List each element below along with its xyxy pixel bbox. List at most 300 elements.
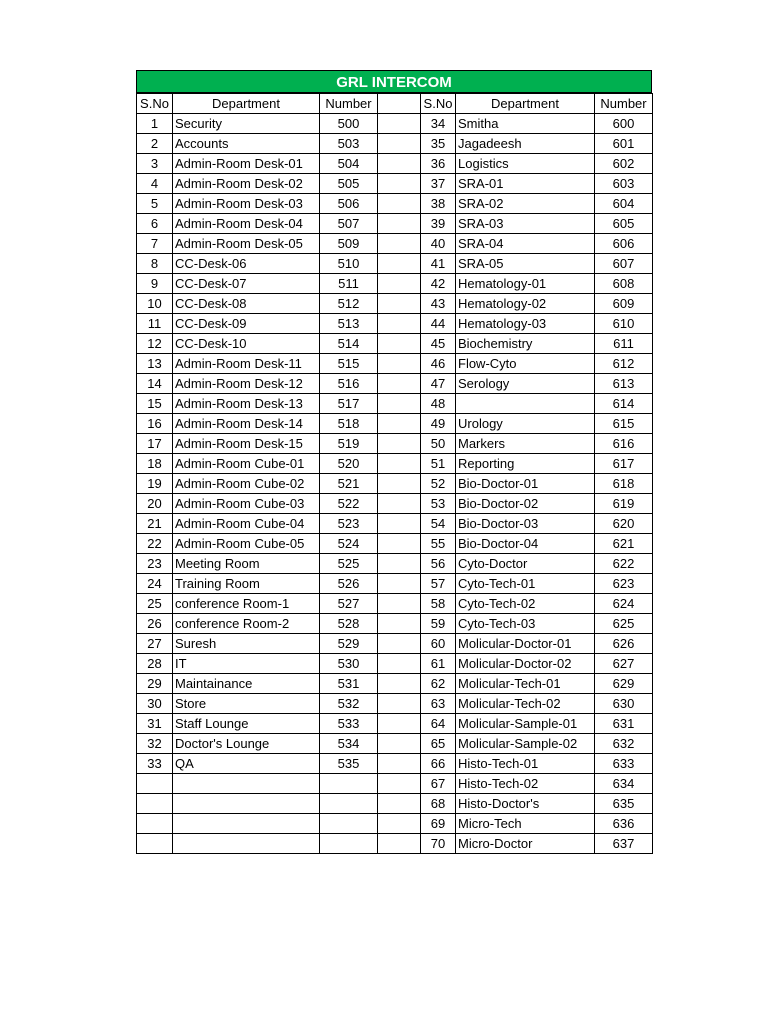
left-sno-cell: 31 [137,714,173,734]
right-department-cell: Histo-Tech-01 [456,754,595,774]
right-department-cell: Cyto-Tech-03 [456,614,595,634]
right-department-cell: Molicular-Doctor-02 [456,654,595,674]
right-number-cell: 622 [595,554,653,574]
left-department-cell: CC-Desk-09 [173,314,320,334]
left-sno-cell: 3 [137,154,173,174]
table-row [137,294,653,314]
left-number-cell [320,794,378,814]
column-gap [378,374,421,394]
left-sno-cell: 32 [137,734,173,754]
header-row [137,94,653,114]
left-department-cell: CC-Desk-07 [173,274,320,294]
right-department-cell: SRA-02 [456,194,595,214]
right-sno-cell: 66 [421,754,456,774]
right-sno-cell: 50 [421,434,456,454]
left-sno-cell: 16 [137,414,173,434]
left-department-cell: QA [173,754,320,774]
left-sno-cell: 25 [137,594,173,614]
left-department-cell: Admin-Room Cube-03 [173,494,320,514]
left-sno-cell: 26 [137,614,173,634]
column-gap [378,534,421,554]
column-gap [378,294,421,314]
right-sno-cell: 59 [421,614,456,634]
right-sno-cell: 39 [421,214,456,234]
left-sno-cell: 19 [137,474,173,494]
right-sno-cell: 42 [421,274,456,294]
column-gap [378,334,421,354]
table-row [137,254,653,274]
left-department-cell: Accounts [173,134,320,154]
left-sno-header: S.No [137,94,173,114]
left-number-cell: 500 [320,114,378,134]
right-department-cell: SRA-05 [456,254,595,274]
right-number-cell: 626 [595,634,653,654]
left-number-cell: 534 [320,734,378,754]
right-number-cell: 603 [595,174,653,194]
column-gap [378,234,421,254]
right-sno-cell: 45 [421,334,456,354]
right-number-cell: 634 [595,774,653,794]
right-department-cell: Biochemistry [456,334,595,354]
left-number-cell: 514 [320,334,378,354]
left-sno-cell: 8 [137,254,173,274]
table-row [137,494,653,514]
right-department-cell: Jagadeesh [456,134,595,154]
left-sno-cell: 12 [137,334,173,354]
left-department-cell: Maintainance [173,674,320,694]
right-department-cell: Histo-Doctor's [456,794,595,814]
right-department-cell: Bio-Doctor-03 [456,514,595,534]
left-department-cell: Security [173,114,320,134]
left-department-cell: CC-Desk-10 [173,334,320,354]
left-sno-cell: 17 [137,434,173,454]
column-gap [378,814,421,834]
right-sno-cell: 62 [421,674,456,694]
left-sno-cell: 11 [137,314,173,334]
left-department-cell: Admin-Room Cube-04 [173,514,320,534]
right-number-cell: 629 [595,674,653,694]
column-gap [378,314,421,334]
right-number-cell: 608 [595,274,653,294]
left-department-cell: Training Room [173,574,320,594]
table-row [137,314,653,334]
left-sno-cell: 13 [137,354,173,374]
column-gap [378,354,421,374]
left-sno-cell: 10 [137,294,173,314]
right-department-cell: SRA-01 [456,174,595,194]
table-row [137,534,653,554]
left-number-cell: 510 [320,254,378,274]
column-gap [378,654,421,674]
left-department-cell: Admin-Room Desk-05 [173,234,320,254]
table-row [137,634,653,654]
table-row [137,674,653,694]
right-sno-cell: 48 [421,394,456,414]
right-department-cell: Markers [456,434,595,454]
intercom-table [136,93,653,854]
left-number-cell: 521 [320,474,378,494]
column-gap [378,394,421,414]
table-row [137,194,653,214]
left-department-cell [173,814,320,834]
right-sno-cell: 61 [421,654,456,674]
right-number-cell: 614 [595,394,653,414]
right-sno-cell: 52 [421,474,456,494]
left-sno-cell [137,794,173,814]
left-number-cell: 509 [320,234,378,254]
left-sno-cell: 28 [137,654,173,674]
column-gap [378,634,421,654]
left-number-cell: 507 [320,214,378,234]
right-department-cell: Bio-Doctor-01 [456,474,595,494]
right-department-cell: Molicular-Sample-02 [456,734,595,754]
right-number-cell: 618 [595,474,653,494]
table-row [137,454,653,474]
right-sno-cell: 46 [421,354,456,374]
table-row [137,174,653,194]
right-department-cell: Molicular-Doctor-01 [456,634,595,654]
right-number-cell: 624 [595,594,653,614]
right-department-cell: Flow-Cyto [456,354,595,374]
right-department-cell: Serology [456,374,595,394]
column-gap [378,594,421,614]
right-sno-cell: 38 [421,194,456,214]
right-sno-cell: 43 [421,294,456,314]
left-department-cell: Admin-Room Desk-11 [173,354,320,374]
column-gap [378,194,421,214]
table-row [137,234,653,254]
left-sno-cell: 20 [137,494,173,514]
right-sno-cell: 54 [421,514,456,534]
column-gap [378,554,421,574]
left-number-cell: 519 [320,434,378,454]
left-department-cell: Admin-Room Desk-12 [173,374,320,394]
right-number-cell: 612 [595,354,653,374]
right-number-cell: 606 [595,234,653,254]
right-number-cell: 609 [595,294,653,314]
left-department-cell: Admin-Room Desk-02 [173,174,320,194]
right-sno-cell: 58 [421,594,456,614]
right-department-cell: Molicular-Tech-01 [456,674,595,694]
right-sno-cell: 70 [421,834,456,854]
right-number-cell: 605 [595,214,653,234]
column-gap [378,574,421,594]
column-gap [378,734,421,754]
left-number-cell: 503 [320,134,378,154]
left-department-cell: Admin-Room Desk-14 [173,414,320,434]
left-number-cell: 530 [320,654,378,674]
column-gap [378,114,421,134]
right-department-cell: Micro-Doctor [456,834,595,854]
right-sno-cell: 35 [421,134,456,154]
right-sno-cell: 36 [421,154,456,174]
left-sno-cell: 9 [137,274,173,294]
right-sno-cell: 53 [421,494,456,514]
right-sno-cell: 64 [421,714,456,734]
right-department-cell: Reporting [456,454,595,474]
right-sno-cell: 40 [421,234,456,254]
table-row [137,734,653,754]
left-number-cell: 504 [320,154,378,174]
left-number-cell [320,774,378,794]
right-number-cell: 631 [595,714,653,734]
right-number-cell: 617 [595,454,653,474]
left-number-cell: 522 [320,494,378,514]
table-row [137,214,653,234]
left-number-cell: 516 [320,374,378,394]
right-number-cell: 620 [595,514,653,534]
table-row [137,434,653,454]
right-sno-header: S.No [421,94,456,114]
left-number-cell: 512 [320,294,378,314]
left-number-cell: 535 [320,754,378,774]
right-department-cell: Hematology-01 [456,274,595,294]
right-number-header: Number [595,94,653,114]
left-sno-cell [137,834,173,854]
column-gap [378,714,421,734]
right-number-cell: 637 [595,834,653,854]
left-department-cell [173,774,320,794]
left-department-cell: Admin-Room Desk-04 [173,214,320,234]
column-gap [378,214,421,234]
column-gap [378,674,421,694]
left-department-cell: conference Room-2 [173,614,320,634]
table-row [137,514,653,534]
left-number-cell: 511 [320,274,378,294]
right-department-cell: Urology [456,414,595,434]
table-row [137,334,653,354]
table-row [137,814,653,834]
right-number-cell: 623 [595,574,653,594]
column-gap [378,754,421,774]
table-row [137,154,653,174]
left-department-cell: Suresh [173,634,320,654]
right-number-cell: 601 [595,134,653,154]
right-number-cell: 602 [595,154,653,174]
right-sno-cell: 67 [421,774,456,794]
column-gap [378,694,421,714]
left-number-cell: 518 [320,414,378,434]
left-number-cell: 524 [320,534,378,554]
right-department-cell: SRA-03 [456,214,595,234]
right-sno-cell: 37 [421,174,456,194]
right-department-cell: Logistics [456,154,595,174]
column-gap [378,414,421,434]
right-number-cell: 633 [595,754,653,774]
right-department-header: Department [456,94,595,114]
left-number-cell: 513 [320,314,378,334]
left-department-cell: Admin-Room Desk-01 [173,154,320,174]
column-gap [378,494,421,514]
left-department-cell: CC-Desk-08 [173,294,320,314]
left-sno-cell [137,814,173,834]
table-row [137,414,653,434]
left-department-cell: conference Room-1 [173,594,320,614]
left-number-cell: 531 [320,674,378,694]
column-gap [378,834,421,854]
left-department-cell: Admin-Room Desk-13 [173,394,320,414]
right-department-cell [456,394,595,414]
table-row [137,654,653,674]
right-department-cell: Molicular-Tech-02 [456,694,595,714]
left-sno-cell: 29 [137,674,173,694]
left-sno-cell: 33 [137,754,173,774]
left-sno-cell: 14 [137,374,173,394]
table-row [137,694,653,714]
left-sno-cell: 23 [137,554,173,574]
right-department-cell: Smitha [456,114,595,134]
table-row [137,114,653,134]
table-row [137,274,653,294]
right-number-cell: 621 [595,534,653,554]
left-number-cell: 525 [320,554,378,574]
left-number-cell: 506 [320,194,378,214]
left-number-cell: 523 [320,514,378,534]
column-gap [378,134,421,154]
table-row [137,594,653,614]
right-number-cell: 607 [595,254,653,274]
left-number-cell: 529 [320,634,378,654]
table-row [137,394,653,414]
right-number-cell: 604 [595,194,653,214]
right-number-cell: 632 [595,734,653,754]
right-sno-cell: 56 [421,554,456,574]
table-row [137,554,653,574]
left-number-cell [320,834,378,854]
column-gap [378,614,421,634]
column-gap [378,794,421,814]
right-sno-cell: 44 [421,314,456,334]
right-department-cell: Micro-Tech [456,814,595,834]
column-gap [378,94,421,114]
right-number-cell: 611 [595,334,653,354]
column-gap [378,154,421,174]
right-number-cell: 630 [595,694,653,714]
right-department-cell: Cyto-Doctor [456,554,595,574]
right-sno-cell: 69 [421,814,456,834]
right-number-cell: 613 [595,374,653,394]
left-sno-cell: 30 [137,694,173,714]
right-department-cell: Molicular-Sample-01 [456,714,595,734]
column-gap [378,774,421,794]
right-sno-cell: 41 [421,254,456,274]
right-number-cell: 625 [595,614,653,634]
right-sno-cell: 63 [421,694,456,714]
left-number-header: Number [320,94,378,114]
left-sno-cell: 21 [137,514,173,534]
left-sno-cell: 18 [137,454,173,474]
right-number-cell: 610 [595,314,653,334]
left-department-cell: Meeting Room [173,554,320,574]
left-department-cell: Admin-Room Desk-03 [173,194,320,214]
left-sno-cell: 24 [137,574,173,594]
left-number-cell: 532 [320,694,378,714]
right-sno-cell: 47 [421,374,456,394]
left-number-cell: 527 [320,594,378,614]
left-number-cell: 505 [320,174,378,194]
column-gap [378,174,421,194]
table-row [137,134,653,154]
left-department-cell [173,794,320,814]
right-department-cell: SRA-04 [456,234,595,254]
column-gap [378,474,421,494]
left-sno-cell: 6 [137,214,173,234]
table-row [137,754,653,774]
right-number-cell: 615 [595,414,653,434]
column-gap [378,254,421,274]
right-department-cell: Histo-Tech-02 [456,774,595,794]
right-department-cell: Cyto-Tech-02 [456,594,595,614]
right-number-cell: 627 [595,654,653,674]
left-department-cell: Store [173,694,320,714]
right-number-cell: 619 [595,494,653,514]
left-sno-cell: 4 [137,174,173,194]
right-number-cell: 635 [595,794,653,814]
column-gap [378,274,421,294]
left-department-cell: Doctor's Lounge [173,734,320,754]
right-sno-cell: 55 [421,534,456,554]
left-department-cell: Admin-Room Cube-05 [173,534,320,554]
right-department-cell: Hematology-02 [456,294,595,314]
right-sno-cell: 51 [421,454,456,474]
table-row [137,794,653,814]
right-sno-cell: 57 [421,574,456,594]
left-department-cell: Admin-Room Cube-02 [173,474,320,494]
left-sno-cell: 2 [137,134,173,154]
left-sno-cell [137,774,173,794]
left-department-cell: CC-Desk-06 [173,254,320,274]
left-department-cell: Admin-Room Desk-15 [173,434,320,454]
table-row [137,714,653,734]
left-department-cell [173,834,320,854]
column-gap [378,514,421,534]
left-department-cell: Admin-Room Cube-01 [173,454,320,474]
table-row [137,374,653,394]
right-department-cell: Bio-Doctor-04 [456,534,595,554]
table-row [137,614,653,634]
left-number-cell: 520 [320,454,378,474]
left-sno-cell: 1 [137,114,173,134]
left-sno-cell: 5 [137,194,173,214]
right-sno-cell: 60 [421,634,456,654]
sheet-title: GRL INTERCOM [136,70,652,93]
right-sno-cell: 65 [421,734,456,754]
left-number-cell: 517 [320,394,378,414]
right-number-cell: 636 [595,814,653,834]
left-department-cell: Staff Lounge [173,714,320,734]
table-row [137,834,653,854]
right-number-cell: 616 [595,434,653,454]
column-gap [378,454,421,474]
right-number-cell: 600 [595,114,653,134]
right-sno-cell: 49 [421,414,456,434]
table-row [137,774,653,794]
right-department-cell: Bio-Doctor-02 [456,494,595,514]
left-department-header: Department [173,94,320,114]
right-department-cell: Cyto-Tech-01 [456,574,595,594]
left-department-cell: IT [173,654,320,674]
right-sno-cell: 34 [421,114,456,134]
left-number-cell [320,814,378,834]
column-gap [378,434,421,454]
left-sno-cell: 27 [137,634,173,654]
table-row [137,574,653,594]
left-number-cell: 515 [320,354,378,374]
left-sno-cell: 15 [137,394,173,414]
left-number-cell: 528 [320,614,378,634]
left-number-cell: 526 [320,574,378,594]
table-row [137,474,653,494]
